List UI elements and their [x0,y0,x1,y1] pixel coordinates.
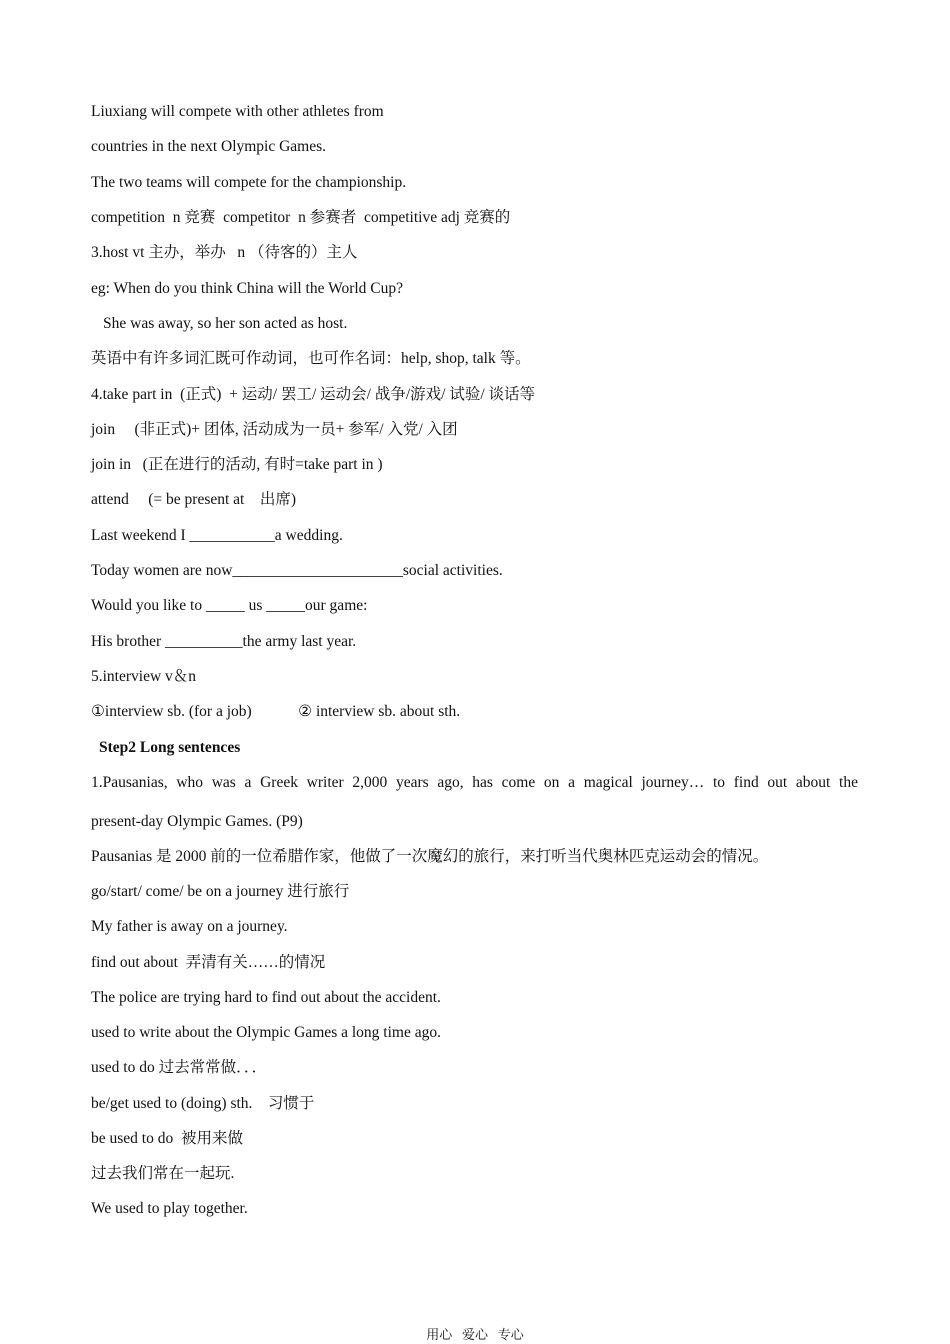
exercise-line: Today women are now______________________social activities. [91,562,503,579]
vocabulary-heading: 3.host vt 主办，举办 n （待客的）主人 [91,244,358,261]
example-line: We used to play together. [91,1200,248,1217]
example-line: The police are trying hard to find out about the accident. [91,989,441,1006]
phrase-line: go/start/ come/ be on a journey 进行旅行 [91,883,350,900]
page-footer: 用心 爱心 专心 [426,1327,524,1342]
phrase-line: be/get used to (doing) sth. 习惯于 [91,1095,315,1112]
example-line: used to write about the Olympic Games a long time ago. [91,1024,441,1041]
translation-line: Pausanias 是 2000 前的一位希腊作家，他做了一次魔幻的旅行，来打听当代奥林匹克运动会的情况。 [91,848,769,865]
example-line: She was away, so her son acted as host. [103,315,348,332]
sentence-line: 1.Pausanias, who was a Greek writer 2,000 years ago, has come on a magical journey… to find out about the [91,774,858,791]
text-line: The two teams will compete for the championship. [91,174,407,191]
phrase-line: used to do 过去常常做．．． [91,1059,268,1076]
sentence-line: present-day Olympic Games. (P9) [91,813,303,830]
vocabulary-line: join in (正在进行的活动, 有时=take part in ) [91,456,383,473]
text-line: countries in the next Olympic Games. [91,138,327,155]
usage-line: ①interview sb. (for a job) ② interview sb. about sth. [91,703,461,720]
vocabulary-line: attend (= be present at 出席) [91,491,297,508]
vocabulary-heading: 4.take part in (正式) + 运动/ 罢工/ 运动会/ 战争/游戏/ 试验/ 谈话等 [91,386,535,403]
phrase-line: be used to do 被用来做 [91,1130,243,1147]
vocabulary-heading: 5.interview v＆n [91,668,197,685]
translation-line: 过去我们常在一起玩. [91,1165,235,1182]
vocabulary-line: competition n 竞赛 competitor n 参赛者 competitive adj 竞赛的 [91,209,511,226]
vocabulary-line: join (非正式)+ 团体, 活动成为一员+ 参军/ 入党/ 入团 [91,421,458,438]
exercise-line: His brother __________the army last year. [91,633,357,650]
section-heading: Step2 Long sentences [99,739,241,756]
exercise-line: Last weekend I ___________a wedding. [91,527,343,544]
note-line: 英语中有许多词汇既可作动词，也可作名词：help, shop, talk 等。 [91,350,531,367]
example-line: My father is away on a journey. [91,918,288,935]
phrase-line: find out about 弄清有关……的情况 [91,954,326,971]
text-line: Liuxiang will compete with other athletes from [91,103,384,120]
exercise-line: Would you like to _____ us _____our game: [91,597,368,614]
example-line: eg: When do you think China will the World Cup? [91,280,404,297]
